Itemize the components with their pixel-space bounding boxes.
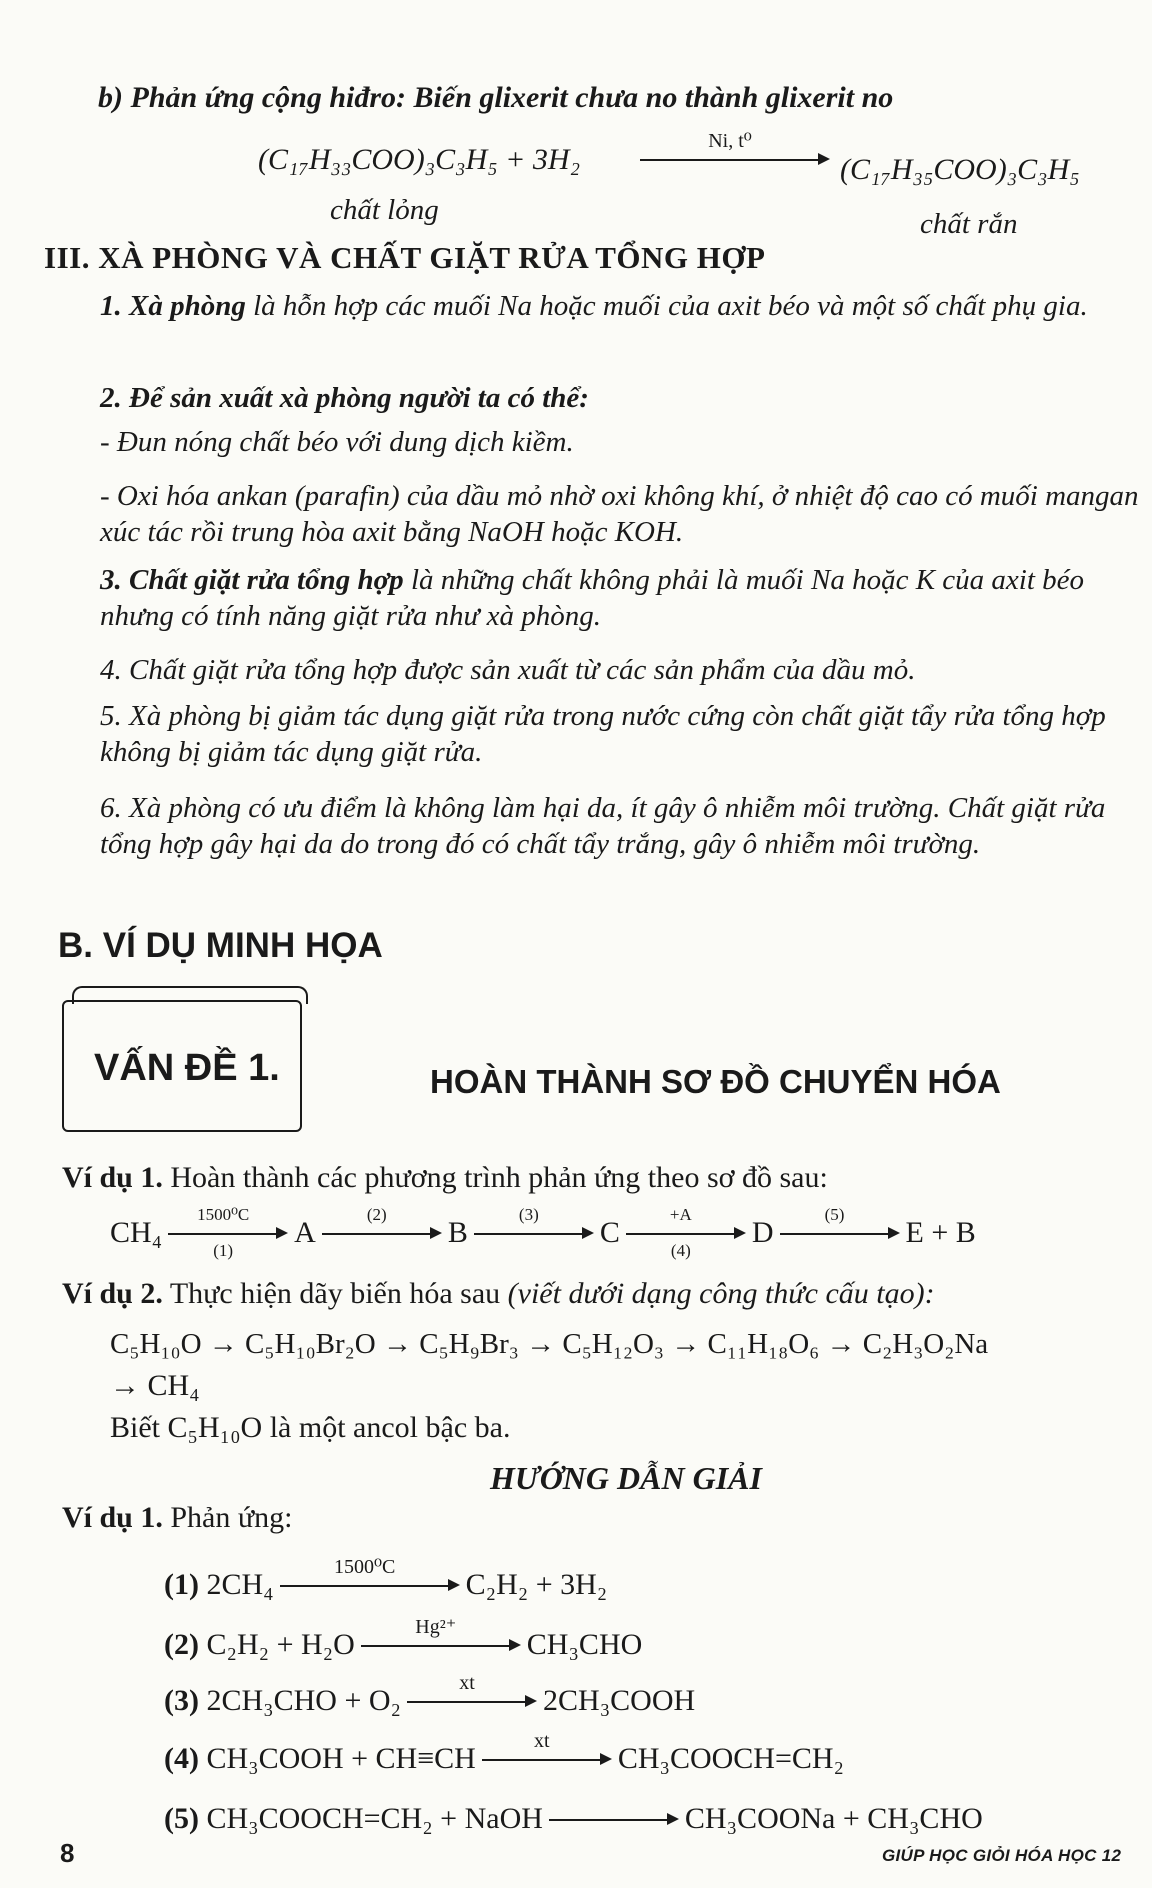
scheme-arrow-1-bottom: (1) xyxy=(213,1241,234,1260)
reaction-2-left: C₂H₂ + H₂O xyxy=(206,1628,355,1661)
example-2-chain-line-2: → CH₄ xyxy=(110,1369,200,1402)
reaction-2 xyxy=(164,1616,643,1668)
hydrogenation-heading: b) Phản ứng cộng hiđro: Biến glixerit chưa no thành glixerit no xyxy=(98,81,894,114)
reaction-2-arrow xyxy=(361,1616,521,1668)
scheme-product-c: C xyxy=(599,1216,620,1249)
section-iii-heading: III. XÀ PHÒNG VÀ CHẤT GIẶT RỬA TỔNG HỢP xyxy=(44,240,766,275)
section-b-heading: B. VÍ DỤ MINH HỌA xyxy=(58,926,383,965)
item-2-line-2: - Oxi hóa ankan (parafin) của dầu mỏ nhờ oxi không khí, ở nhiệt độ cao có muối mangan xúc tác rồi trung hòa axit bằng NaOH hoặc KOH. xyxy=(100,480,1139,548)
solution-intro-text: Phản ứng: xyxy=(162,1501,293,1534)
example-2-chain-line-1: C₅H₁₀O → C₅H₁₀Br₂O → C₅H₉Br₃ → C₅H₁₂O₃ → C₁₁H₁₈O₆ → C₂H₃O₂Na xyxy=(110,1328,989,1360)
reaction-3-left: 2CH₃CHO + O₂ xyxy=(206,1684,402,1717)
reaction-1-arrow xyxy=(280,1556,460,1608)
reaction-3-right: 2CH₃COOH xyxy=(543,1684,696,1717)
scheme-arrow-3 xyxy=(474,1205,594,1256)
reaction-4-number: (4) xyxy=(164,1742,199,1775)
example-1-label: Ví dụ 1. xyxy=(62,1161,163,1194)
scheme-product-b: B xyxy=(447,1216,468,1249)
scheme-product-d: D xyxy=(751,1216,774,1249)
reaction-1-condition: 1500⁰C xyxy=(333,1556,396,1578)
reaction-4-left: CH₃COOH + CH≡CH xyxy=(206,1742,476,1775)
reaction-5-right: CH₃COONa + CH₃CHO xyxy=(684,1802,983,1835)
solution-heading: HƯỚNG DẪN GIẢI xyxy=(490,1460,762,1496)
example-1-scheme xyxy=(110,1205,976,1260)
scheme-start: CH₄ xyxy=(110,1216,163,1249)
example-1-text: Hoàn thành các phương trình phản ứng theo sơ đồ sau: xyxy=(162,1161,828,1194)
scheme-arrow-3-top: (3) xyxy=(518,1205,539,1224)
reaction-5-left: CH₃COOCH=CH₂ + NaOH xyxy=(206,1802,543,1835)
reaction-1-left: 2CH₄ xyxy=(206,1568,274,1601)
scheme-arrow-2 xyxy=(322,1205,442,1256)
reaction-3-number: (3) xyxy=(164,1684,199,1717)
reaction-2-number: (2) xyxy=(164,1628,199,1661)
solution-intro-label: Ví dụ 1. xyxy=(62,1501,163,1534)
reaction-3-condition: xt xyxy=(459,1672,475,1694)
scheme-arrow-2-top: (2) xyxy=(366,1205,387,1224)
example-2-label: Ví dụ 2. xyxy=(62,1277,163,1310)
item-1-bold: 1. Xà phòng xyxy=(100,290,246,322)
scheme-arrow-1-top: 1500⁰C xyxy=(197,1205,250,1224)
example-2-text-italic: (viết dưới dạng công thức cấu tạo): xyxy=(507,1277,935,1310)
scheme-arrow-1 xyxy=(168,1205,288,1260)
reaction-2-right: CH₃CHO xyxy=(526,1628,643,1661)
reaction-4-arrow xyxy=(482,1730,612,1782)
reaction-4-condition: xt xyxy=(534,1730,550,1752)
item-5: 5. Xà phòng bị giảm tác dụng giặt rửa trong nước cứng còn chất giặt tẩy rửa tổng hợp không bị giảm tác dụng giặt rửa. xyxy=(100,700,1106,768)
item-6: 6. Xà phòng có ưu điểm là không làm hại da, ít gây ô nhiễm môi trường. Chất giặt rửa tổng hợp gây hại da do trong đó có chất tẩy trắng, gây ô nhiễm môi trường. xyxy=(100,792,1106,860)
example-2-note: Biết C₅H₁₀O là một ancol bậc ba. xyxy=(110,1411,511,1444)
reaction-3 xyxy=(164,1672,696,1724)
hydrogenation-arrow xyxy=(640,130,830,182)
hydrogenation-product: (C₁₇H₃₅COO)₃C₃H₅ xyxy=(840,153,1080,186)
example-2-text: Thực hiện dãy biến hóa sau xyxy=(162,1277,508,1310)
hydrogenation-catalyst: Ni, t⁰ xyxy=(708,130,752,152)
reaction-5-number: (5) xyxy=(164,1802,199,1835)
reaction-4 xyxy=(164,1730,845,1782)
item-3-text: là những chất không phải là muối Na hoặc K của axit béo nhưng có tính năng giặt rửa như xà phòng. xyxy=(100,564,1085,632)
reaction-4-right: CH₃COOCH=CH₂ xyxy=(617,1742,845,1775)
scheme-product-a: A xyxy=(294,1216,316,1249)
item-2-heading: 2. Để sản xuất xà phòng người ta có thể: xyxy=(100,382,589,414)
scheme-arrow-4-bottom: (4) xyxy=(670,1241,691,1260)
topic-banner-label: VẤN ĐỀ 1. xyxy=(94,1047,280,1089)
topic-banner-title: HOÀN THÀNH SƠ ĐỒ CHUYỂN HÓA xyxy=(430,1063,1001,1100)
reaction-1 xyxy=(164,1556,608,1608)
item-1-text: là hỗn hợp các muối Na hoặc muối của axit béo và một số chất phụ gia. xyxy=(245,290,1088,322)
scheme-arrow-4-top: +A xyxy=(669,1205,692,1224)
scheme-arrow-5-top: (5) xyxy=(824,1205,845,1224)
reaction-2-condition: Hg²⁺ xyxy=(415,1616,457,1638)
example-2-statement xyxy=(62,1276,935,1312)
reaction-5 xyxy=(164,1796,983,1842)
page-number: 8 xyxy=(60,1838,75,1868)
item-3-bold: 3. Chất giặt rửa tổng hợp xyxy=(100,564,404,596)
example-1-statement xyxy=(62,1160,828,1196)
reaction-1-right: C₂H₂ + 3H₂ xyxy=(465,1568,608,1601)
scheme-arrow-4 xyxy=(626,1205,746,1260)
reaction-3-arrow xyxy=(407,1672,537,1724)
product-state-label: chất rắn xyxy=(920,208,1018,240)
hydrogenation-reactant: (C₁₇H₃₃COO)₃C₃H₅ + 3H₂ xyxy=(258,143,581,176)
scheme-product-e-b: E + B xyxy=(905,1216,976,1249)
item-1 xyxy=(100,288,1140,324)
item-2-line-1: - Đun nóng chất béo với dung dịch kiềm. xyxy=(100,426,574,458)
item-3 xyxy=(100,562,1140,634)
scheme-arrow-5 xyxy=(780,1205,900,1256)
reactant-state-label: chất lỏng xyxy=(330,194,439,226)
book-title: GIÚP HỌC GIỎI HÓA HỌC 12 xyxy=(882,1846,1122,1865)
item-4: 4. Chất giặt rửa tổng hợp được sản xuất từ các sản phẩm của dầu mỏ. xyxy=(100,654,916,686)
reaction-1-number: (1) xyxy=(164,1568,199,1601)
solution-intro xyxy=(62,1500,292,1536)
reaction-5-arrow xyxy=(549,1796,679,1842)
